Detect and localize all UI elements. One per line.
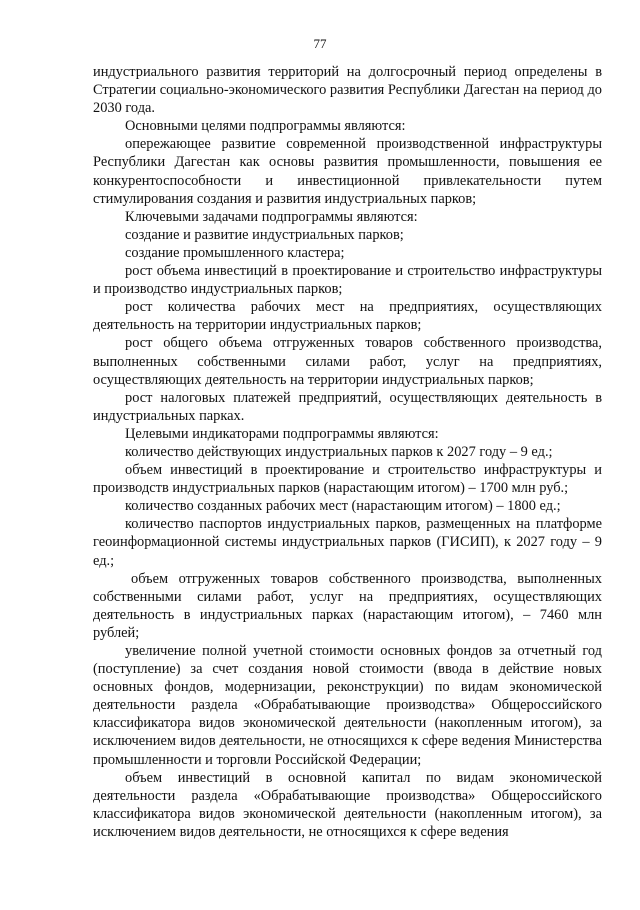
paragraph-indicator: количество действующих индустриальных парков к 2027 году – 9 ед.; [125, 443, 553, 460]
paragraph-task: рост количества рабочих мест на предприятиях, осуществляющих деятельность на территории индустриальных парков; [93, 299, 602, 334]
paragraph-indicator: увеличение полной учетной стоимости основных фондов за отчетный год (поступление) за счет создания новой стоимости (ввода в действие новых основных фондов, модернизации, реконструкции) по видам экономической деятельности раздела «Обрабатывающие производства» Общероссийского классификатора видов экономической деятельности (накопленным итогом), за исключением видов деятельности, не относящихся к сфере ведения Министерства промышленности и торговли Российской Федерации; [93, 643, 602, 768]
paragraph-task: создание и развитие индустриальных парков; [125, 226, 404, 243]
paragraph-task: рост объема инвестиций в проектирование и строительство инфраструктуры и производство индустриальных парков; [93, 263, 602, 298]
paragraph-indicators-heading: Целевыми индикаторами подпрограммы являются: [125, 425, 439, 442]
paragraph-intro-continuation: индустриального развития территорий на долгосрочный период определены в Стратегии социально-экономического развития Республики Дагестан на период до 2030 года. [93, 64, 602, 117]
paragraph-indicator: объем инвестиций в проектирование и строительство инфраструктуры и производств индустриальных парков (нарастающим итогом) – 1700 млн руб.; [93, 462, 602, 497]
page-number: 77 [313, 36, 327, 51]
paragraph-tasks-heading: Ключевыми задачами подпрограммы являются: [125, 208, 418, 225]
paragraph-task: рост налоговых платежей предприятий, осуществляющих деятельность в индустриальных парках. [93, 389, 602, 424]
document-body [93, 63, 602, 841]
paragraph-goals-heading: Основными целями подпрограммы являются: [125, 118, 406, 135]
paragraph-indicator: количество паспортов индустриальных парков, размещенных на платформе геоинформационной системы индустриальных парков (ГИСИП), к 2027 году – 9 ед.; [93, 516, 602, 569]
paragraph-task: рост общего объема отгруженных товаров собственного производства, выполненных собственными силами работ, услуг на предприятиях, осуществляющих деятельность на территории индустриальных парков; [93, 335, 602, 388]
paragraph-task: создание промышленного кластера; [125, 244, 345, 261]
paragraph-goal: опережающее развитие современной производственной инфраструктуры Республики Дагестан как основы развития промышленности, повышения ее конкурентоспособности и инвестиционной привлекательности путем стимулирования создания и развития индустриальных парков; [93, 136, 602, 207]
paragraph-indicator: объем инвестиций в основной капитал по видам экономической деятельности раздела «Обрабатывающие производства» Общероссийского классификатора видов экономической деятельности (накопленным итогом), за исключением видов деятельности, не относящихся к сфере ведения [93, 769, 602, 840]
paragraph-indicator: количество созданных рабочих мест (нарастающим итогом) – 1800 ед.; [125, 498, 561, 515]
paragraph-indicator: объем отгруженных товаров собственного производства, выполненных собственными силами работ, услуг на предприятиях, осуществляющих деятельность в индустриальных парках (нарастающим итогом), – 7460 млн рублей; [93, 570, 602, 641]
